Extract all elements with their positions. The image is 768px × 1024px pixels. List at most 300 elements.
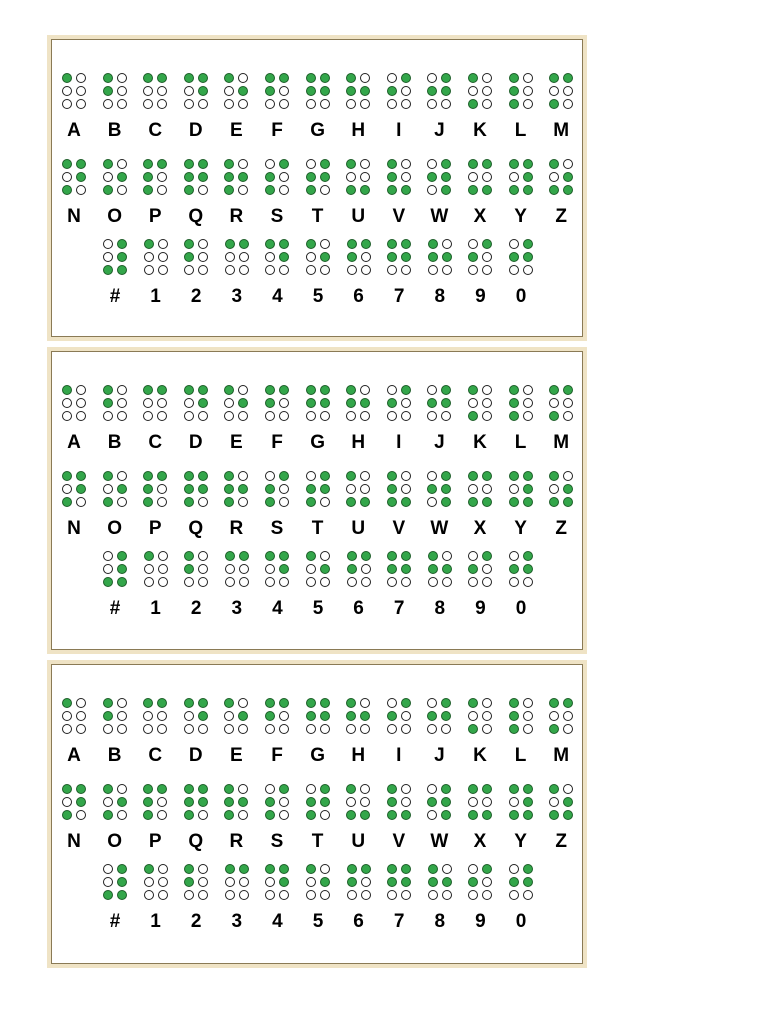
raised-dot: [468, 385, 478, 395]
raised-dot: [441, 73, 451, 83]
braille-cell: [468, 698, 494, 736]
raised-dot: [482, 864, 492, 874]
raised-dot: [360, 86, 370, 96]
braille-cell: [103, 784, 129, 822]
flat-dot: [198, 724, 208, 734]
flat-dot: [117, 185, 127, 195]
braille-cell: [224, 385, 250, 423]
raised-dot: [198, 172, 208, 182]
braille-cell: [306, 73, 332, 111]
braille-cell: [468, 784, 494, 822]
raised-dot: [387, 86, 397, 96]
raised-dot: [549, 497, 559, 507]
raised-dot: [184, 239, 194, 249]
raised-dot: [76, 159, 86, 169]
braille-label: Y: [514, 831, 527, 852]
raised-dot: [306, 810, 316, 820]
flat-dot: [360, 724, 370, 734]
flat-dot: [265, 99, 275, 109]
flat-dot: [238, 411, 248, 421]
braille-cell: [427, 385, 453, 423]
raised-dot: [265, 398, 275, 408]
braille-cell: [224, 471, 250, 509]
raised-dot: [401, 564, 411, 574]
braille-label: V: [392, 518, 406, 539]
raised-dot: [360, 398, 370, 408]
flat-dot: [441, 724, 451, 734]
flat-dot: [320, 239, 330, 249]
braille-label: X: [473, 518, 487, 539]
raised-dot: [441, 711, 451, 721]
flat-dot: [103, 797, 113, 807]
flat-dot: [225, 877, 235, 887]
raised-dot: [387, 398, 397, 408]
raised-dot: [441, 810, 451, 820]
raised-dot: [509, 497, 519, 507]
braille-cell: [428, 239, 454, 277]
flat-dot: [427, 810, 437, 820]
flat-dot: [401, 411, 411, 421]
flat-dot: [387, 73, 397, 83]
flat-dot: [523, 86, 533, 96]
braille-label: Z: [555, 518, 567, 539]
braille-label: M: [553, 745, 570, 766]
flat-dot: [427, 724, 437, 734]
flat-dot: [346, 797, 356, 807]
flat-dot: [238, 724, 248, 734]
braille-cell: [509, 471, 535, 509]
flat-dot: [387, 411, 397, 421]
raised-dot: [346, 497, 356, 507]
raised-dot: [279, 159, 289, 169]
flat-dot: [158, 551, 168, 561]
braille-label: L: [514, 745, 527, 766]
raised-dot: [238, 711, 248, 721]
braille-cell: [143, 73, 169, 111]
flat-dot: [360, 411, 370, 421]
flat-dot: [76, 398, 86, 408]
braille-label: 3: [231, 286, 243, 307]
braille-cell: [347, 239, 373, 277]
flat-dot: [306, 877, 316, 887]
braille-label: O: [107, 206, 122, 227]
raised-dot: [509, 711, 519, 721]
raised-dot: [347, 252, 357, 262]
flat-dot: [239, 564, 249, 574]
braille-label: M: [553, 120, 570, 141]
raised-dot: [184, 877, 194, 887]
braille-label: 7: [393, 911, 405, 932]
flat-dot: [306, 564, 316, 574]
flat-dot: [224, 711, 234, 721]
braille-card: [47, 35, 587, 341]
flat-dot: [76, 385, 86, 395]
flat-dot: [549, 711, 559, 721]
flat-dot: [428, 577, 438, 587]
raised-dot: [103, 890, 113, 900]
braille-cell: [265, 784, 291, 822]
raised-dot: [468, 810, 478, 820]
raised-dot: [184, 484, 194, 494]
flat-dot: [198, 564, 208, 574]
flat-dot: [198, 185, 208, 195]
raised-dot: [320, 564, 330, 574]
braille-label: C: [148, 432, 163, 453]
raised-dot: [238, 86, 248, 96]
flat-dot: [279, 484, 289, 494]
flat-dot: [239, 265, 249, 275]
braille-cell: [224, 784, 250, 822]
raised-dot: [387, 484, 397, 494]
braille-label: F: [271, 432, 283, 453]
flat-dot: [103, 99, 113, 109]
braille-cell: [265, 471, 291, 509]
flat-dot: [482, 411, 492, 421]
flat-dot: [320, 551, 330, 561]
raised-dot: [468, 252, 478, 262]
flat-dot: [62, 411, 72, 421]
raised-dot: [117, 890, 127, 900]
raised-dot: [523, 497, 533, 507]
braille-cell: [509, 864, 535, 902]
flat-dot: [482, 252, 492, 262]
braille-cell: [62, 385, 88, 423]
raised-dot: [198, 86, 208, 96]
flat-dot: [62, 172, 72, 182]
flat-dot: [468, 797, 478, 807]
braille-label: B: [107, 120, 122, 141]
raised-dot: [346, 471, 356, 481]
flat-dot: [239, 577, 249, 587]
raised-dot: [442, 877, 452, 887]
flat-dot: [360, 784, 370, 794]
flat-dot: [427, 471, 437, 481]
braille-label: N: [67, 206, 81, 227]
raised-dot: [482, 159, 492, 169]
flat-dot: [279, 265, 289, 275]
braille-label: U: [351, 518, 366, 539]
raised-dot: [360, 810, 370, 820]
flat-dot: [523, 73, 533, 83]
raised-dot: [238, 797, 248, 807]
raised-dot: [360, 711, 370, 721]
braille-cell: [468, 73, 494, 111]
flat-dot: [320, 185, 330, 195]
raised-dot: [198, 159, 208, 169]
flat-dot: [387, 99, 397, 109]
braille-cell: [62, 73, 88, 111]
flat-dot: [198, 265, 208, 275]
braille-cell: [184, 784, 210, 822]
raised-dot: [224, 698, 234, 708]
raised-dot: [184, 864, 194, 874]
raised-dot: [143, 698, 153, 708]
raised-dot: [549, 471, 559, 481]
raised-dot: [184, 73, 194, 83]
flat-dot: [401, 471, 411, 481]
braille-label: W: [430, 831, 449, 852]
flat-dot: [158, 864, 168, 874]
braille-cell: [265, 551, 291, 589]
raised-dot: [239, 864, 249, 874]
flat-dot: [117, 784, 127, 794]
flat-dot: [401, 398, 411, 408]
raised-dot: [563, 385, 573, 395]
flat-dot: [238, 159, 248, 169]
raised-dot: [265, 239, 275, 249]
flat-dot: [279, 797, 289, 807]
raised-dot: [427, 172, 437, 182]
braille-label: L: [514, 432, 527, 453]
flat-dot: [144, 265, 154, 275]
raised-dot: [143, 159, 153, 169]
raised-dot: [62, 810, 72, 820]
flat-dot: [103, 172, 113, 182]
flat-dot: [306, 784, 316, 794]
flat-dot: [117, 810, 127, 820]
braille-label: N: [67, 518, 81, 539]
braille-label: R: [229, 831, 244, 852]
raised-dot: [157, 385, 167, 395]
braille-label: 4: [272, 286, 283, 307]
flat-dot: [563, 159, 573, 169]
flat-dot: [62, 99, 72, 109]
raised-dot: [225, 864, 235, 874]
raised-dot: [265, 86, 275, 96]
flat-dot: [76, 411, 86, 421]
flat-dot: [184, 411, 194, 421]
flat-dot: [482, 86, 492, 96]
raised-dot: [306, 698, 316, 708]
flat-dot: [198, 864, 208, 874]
raised-dot: [428, 564, 438, 574]
raised-dot: [62, 73, 72, 83]
flat-dot: [184, 711, 194, 721]
raised-dot: [184, 185, 194, 195]
flat-dot: [509, 551, 519, 561]
braille-cell: [265, 73, 291, 111]
raised-dot: [238, 172, 248, 182]
raised-dot: [279, 698, 289, 708]
flat-dot: [239, 252, 249, 262]
braille-label: K: [473, 432, 487, 453]
raised-dot: [441, 484, 451, 494]
braille-label: I: [396, 745, 402, 766]
flat-dot: [523, 99, 533, 109]
braille-label: Y: [514, 206, 527, 227]
flat-dot: [144, 252, 154, 262]
raised-dot: [306, 711, 316, 721]
braille-cell: [184, 385, 210, 423]
braille-cell: [306, 385, 332, 423]
raised-dot: [509, 471, 519, 481]
raised-dot: [347, 239, 357, 249]
raised-dot: [144, 551, 154, 561]
raised-dot: [468, 159, 478, 169]
flat-dot: [427, 698, 437, 708]
braille-cell: [509, 784, 535, 822]
raised-dot: [117, 551, 127, 561]
flat-dot: [468, 86, 478, 96]
raised-dot: [224, 471, 234, 481]
raised-dot: [279, 784, 289, 794]
raised-dot: [306, 185, 316, 195]
flat-dot: [428, 265, 438, 275]
braille-cell: [346, 73, 372, 111]
braille-cell: [346, 698, 372, 736]
braille-cell: [103, 239, 129, 277]
raised-dot: [143, 797, 153, 807]
flat-dot: [427, 784, 437, 794]
raised-dot: [428, 877, 438, 887]
raised-dot: [346, 810, 356, 820]
flat-dot: [468, 890, 478, 900]
braille-label: #: [109, 598, 121, 619]
flat-dot: [482, 265, 492, 275]
flat-dot: [158, 252, 168, 262]
raised-dot: [428, 239, 438, 249]
braille-label: S: [270, 518, 284, 539]
braille-label: U: [351, 206, 366, 227]
flat-dot: [117, 471, 127, 481]
raised-dot: [103, 385, 113, 395]
raised-dot: [509, 185, 519, 195]
flat-dot: [279, 172, 289, 182]
braille-label: #: [109, 286, 121, 307]
braille-label: Z: [555, 831, 567, 852]
braille-label: 3: [231, 911, 243, 932]
raised-dot: [427, 711, 437, 721]
flat-dot: [442, 577, 452, 587]
flat-dot: [265, 265, 275, 275]
braille-label: N: [67, 831, 81, 852]
braille-cell: [225, 239, 251, 277]
raised-dot: [117, 797, 127, 807]
raised-dot: [265, 185, 275, 195]
flat-dot: [103, 252, 113, 262]
braille-label: K: [473, 745, 487, 766]
flat-dot: [76, 99, 86, 109]
raised-dot: [387, 159, 397, 169]
flat-dot: [441, 99, 451, 109]
raised-dot: [441, 698, 451, 708]
raised-dot: [306, 385, 316, 395]
raised-dot: [320, 86, 330, 96]
braille-label: O: [107, 831, 122, 852]
flat-dot: [117, 385, 127, 395]
flat-dot: [320, 864, 330, 874]
raised-dot: [428, 252, 438, 262]
raised-dot: [157, 784, 167, 794]
braille-cell: [346, 159, 372, 197]
raised-dot: [320, 797, 330, 807]
braille-label: J: [434, 432, 445, 453]
braille-cell: [62, 159, 88, 197]
flat-dot: [523, 890, 533, 900]
flat-dot: [224, 724, 234, 734]
flat-dot: [509, 797, 519, 807]
braille-label: G: [310, 432, 325, 453]
raised-dot: [523, 797, 533, 807]
raised-dot: [144, 864, 154, 874]
braille-cell: [62, 471, 88, 509]
raised-dot: [184, 252, 194, 262]
braille-cell: [306, 159, 332, 197]
flat-dot: [509, 890, 519, 900]
flat-dot: [563, 471, 573, 481]
raised-dot: [265, 698, 275, 708]
flat-dot: [103, 564, 113, 574]
flat-dot: [184, 398, 194, 408]
raised-dot: [103, 471, 113, 481]
flat-dot: [279, 398, 289, 408]
braille-label: C: [148, 745, 163, 766]
braille-label: D: [188, 432, 203, 453]
raised-dot: [265, 551, 275, 561]
raised-dot: [441, 784, 451, 794]
flat-dot: [442, 864, 452, 874]
braille-cell: [225, 551, 251, 589]
raised-dot: [361, 239, 371, 249]
braille-label: M: [553, 432, 570, 453]
flat-dot: [509, 484, 519, 494]
raised-dot: [428, 551, 438, 561]
flat-dot: [523, 577, 533, 587]
raised-dot: [224, 73, 234, 83]
flat-dot: [509, 265, 519, 275]
flat-dot: [427, 185, 437, 195]
braille-label: G: [310, 120, 325, 141]
braille-cell: [306, 864, 332, 902]
raised-dot: [441, 797, 451, 807]
braille-label: 8: [434, 911, 446, 932]
braille-cell: [387, 698, 413, 736]
braille-cell: [103, 73, 129, 111]
flat-dot: [509, 172, 519, 182]
flat-dot: [387, 724, 397, 734]
flat-dot: [361, 252, 371, 262]
braille-cell: [306, 239, 332, 277]
flat-dot: [157, 810, 167, 820]
raised-dot: [563, 797, 573, 807]
raised-dot: [143, 484, 153, 494]
raised-dot: [549, 784, 559, 794]
raised-dot: [468, 411, 478, 421]
flat-dot: [157, 411, 167, 421]
raised-dot: [198, 73, 208, 83]
braille-label: 6: [353, 286, 364, 307]
raised-dot: [563, 185, 573, 195]
braille-cell: [184, 239, 210, 277]
raised-dot: [509, 564, 519, 574]
flat-dot: [442, 239, 452, 249]
braille-cell: [103, 551, 129, 589]
raised-dot: [279, 385, 289, 395]
raised-dot: [387, 810, 397, 820]
raised-dot: [401, 239, 411, 249]
braille-cell: [509, 159, 535, 197]
flat-dot: [401, 797, 411, 807]
braille-label: F: [271, 745, 283, 766]
raised-dot: [143, 497, 153, 507]
raised-dot: [387, 551, 397, 561]
flat-dot: [320, 497, 330, 507]
raised-dot: [482, 497, 492, 507]
flat-dot: [523, 398, 533, 408]
flat-dot: [549, 86, 559, 96]
raised-dot: [117, 484, 127, 494]
braille-cell: [387, 471, 413, 509]
